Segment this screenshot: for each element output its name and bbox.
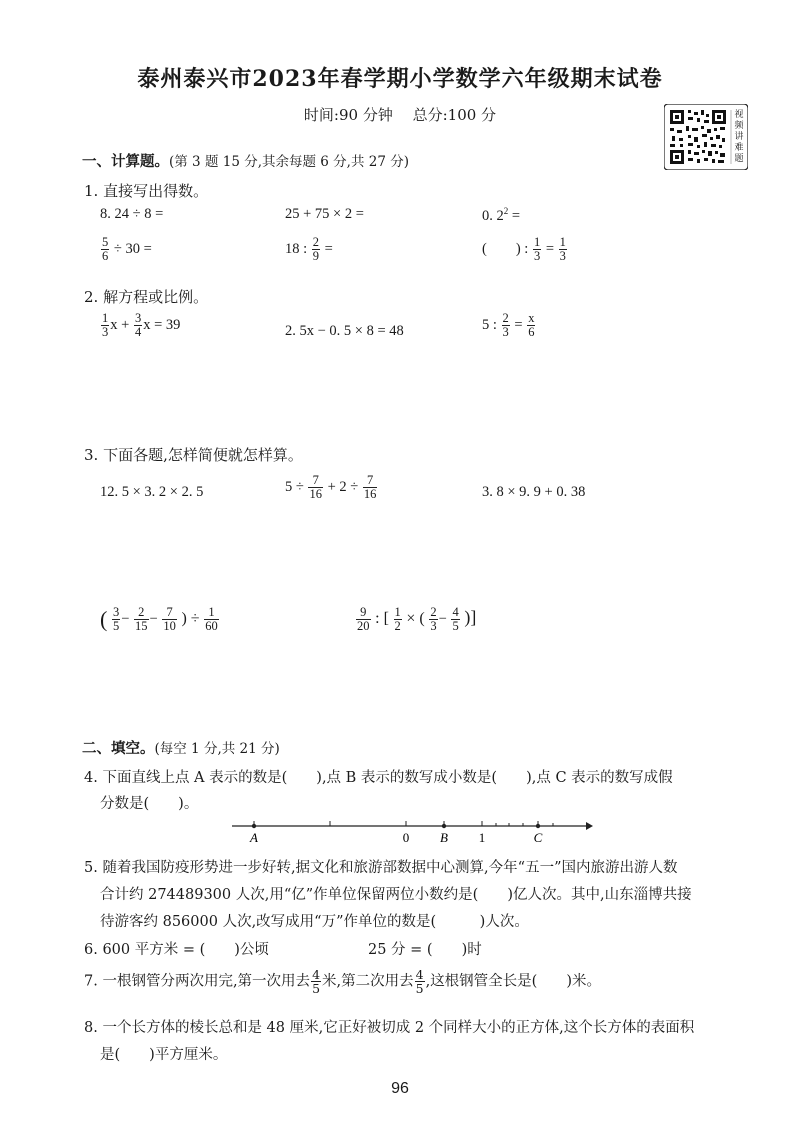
number-line-ticks — [254, 821, 553, 826]
section-1-title: 一、计算题。 — [82, 153, 169, 170]
q2-equation-a: $\frac{1}{3}$ x + $\frac{3}{4}$ x = 39 — [102, 311, 181, 340]
point-a-label: A — [250, 830, 258, 845]
q6-part-a: 6. 600 平方米 = ( )公顷 — [84, 942, 269, 958]
page-number: 96 — [391, 1080, 409, 1097]
q3-expr-a: 12. 5 × 3. 2 × 2. 5 — [100, 484, 204, 500]
q4-line-2: 分数是( )。 — [100, 796, 199, 812]
q2-equation-b: 2. 5x − 0. 5 × 8 = 48 — [285, 323, 404, 339]
section-2-heading — [82, 737, 280, 758]
q3-expr-c: 3. 8 × 9. 9 + 0. 38 — [482, 484, 586, 500]
tick-label-1: 1 — [478, 830, 486, 845]
q1-expr-1: 8. 24 ÷ 8 = — [100, 206, 164, 222]
q1-expr-4: $\frac{5}{6}$ ÷ 30 = — [102, 235, 152, 264]
q1-expr-2: 25 + 75 × 2 = — [285, 206, 364, 222]
qr-caption: 视频讲难题 — [734, 110, 744, 164]
q4-line-1: 4. 下面直线上点 A 表示的数是( ),点 B 表示的数写成小数是( ),点 C 表示的数写成假 — [84, 770, 673, 786]
q1-expr-5: 18 : $\frac{2}{9}$ = — [285, 235, 333, 264]
point-a-dot — [252, 824, 256, 828]
section-2-title: 二、填空。 — [82, 740, 155, 757]
section-1-heading — [82, 150, 409, 171]
q8-line-1: 8. 一个长方体的棱长总和是 48 厘米,它正好被切成 2 个同样大小的正方体,这个长方体的表面积 — [84, 1020, 695, 1036]
q3-expr-e: $\frac{9}{20}$ : [ $\frac{1}{2}$ × ( $\frac{2}{3}$ − $\frac{4}{5}$ )] — [357, 605, 477, 634]
q8-line-2: 是( )平方厘米。 — [100, 1047, 228, 1063]
q3-expr-d: ( $\frac{3}{5}$ − $\frac{2}{15}$ − $\frac{7}{10}$ ) ÷ $\frac{1}{60}$ — [100, 605, 218, 634]
q1-expr-3: 0. $2^2$ = — [482, 206, 521, 224]
question-3-title: 3. 下面各题,怎样简便就怎样算。 — [84, 446, 303, 464]
exam-time-score: 时间:90 分钟 总分:100 分 — [303, 106, 497, 124]
point-c-dot — [536, 824, 540, 828]
point-c-label: C — [533, 830, 543, 845]
q6-part-b: 25 分 = ( )时 — [368, 942, 482, 958]
q3-expr-b: 5 ÷ $\frac{7}{16}$ + 2 ÷ $\frac{7}{16}$ — [285, 473, 377, 502]
section-2-note: (每空 1 分,共 21 分) — [154, 741, 280, 757]
q2-equation-c: 5 : $\frac{2}{3}$ = $\frac{x}{6}$ — [482, 311, 535, 340]
point-b-label: B — [440, 830, 448, 845]
question-1-title: 1. 直接写出得数。 — [84, 182, 209, 200]
number-line-arrow — [586, 822, 593, 830]
page-title: 泰州泰兴市2023年春学期小学数学六年级期末试卷 — [137, 66, 663, 92]
point-b-dot — [442, 824, 446, 828]
q1-expr-6: ( ) : $\frac{1}{3}$ = $\frac{1}{3}$ — [482, 235, 566, 264]
q5-line-1: 5. 随着我国防疫形势进一步好转,据文化和旅游部数据中心测算,今年“五一”国内旅游出游人数 — [84, 860, 678, 876]
section-1-note: (第 3 题 15 分,其余每题 6 分,共 27 分) — [169, 154, 409, 170]
tick-label-0: 0 — [402, 830, 410, 845]
q5-line-3: 待游客约 856000 人次,改写成用“万”作单位的数是( )人次。 — [100, 914, 529, 930]
question-2-title: 2. 解方程或比例。 — [84, 288, 209, 306]
q5-line-2: 合计约 274489300 人次,用“亿”作单位保留两位小数约是( )亿人次。其中,山东淄博共接 — [100, 887, 692, 903]
number-line — [228, 818, 593, 848]
q7-text: 7. 一根钢管分两次用完,第一次用去 $\frac{4}{5}$ 米,第二次用去 $\frac{4}{5}$ ,这根钢管全长是( )米。 — [84, 967, 602, 997]
